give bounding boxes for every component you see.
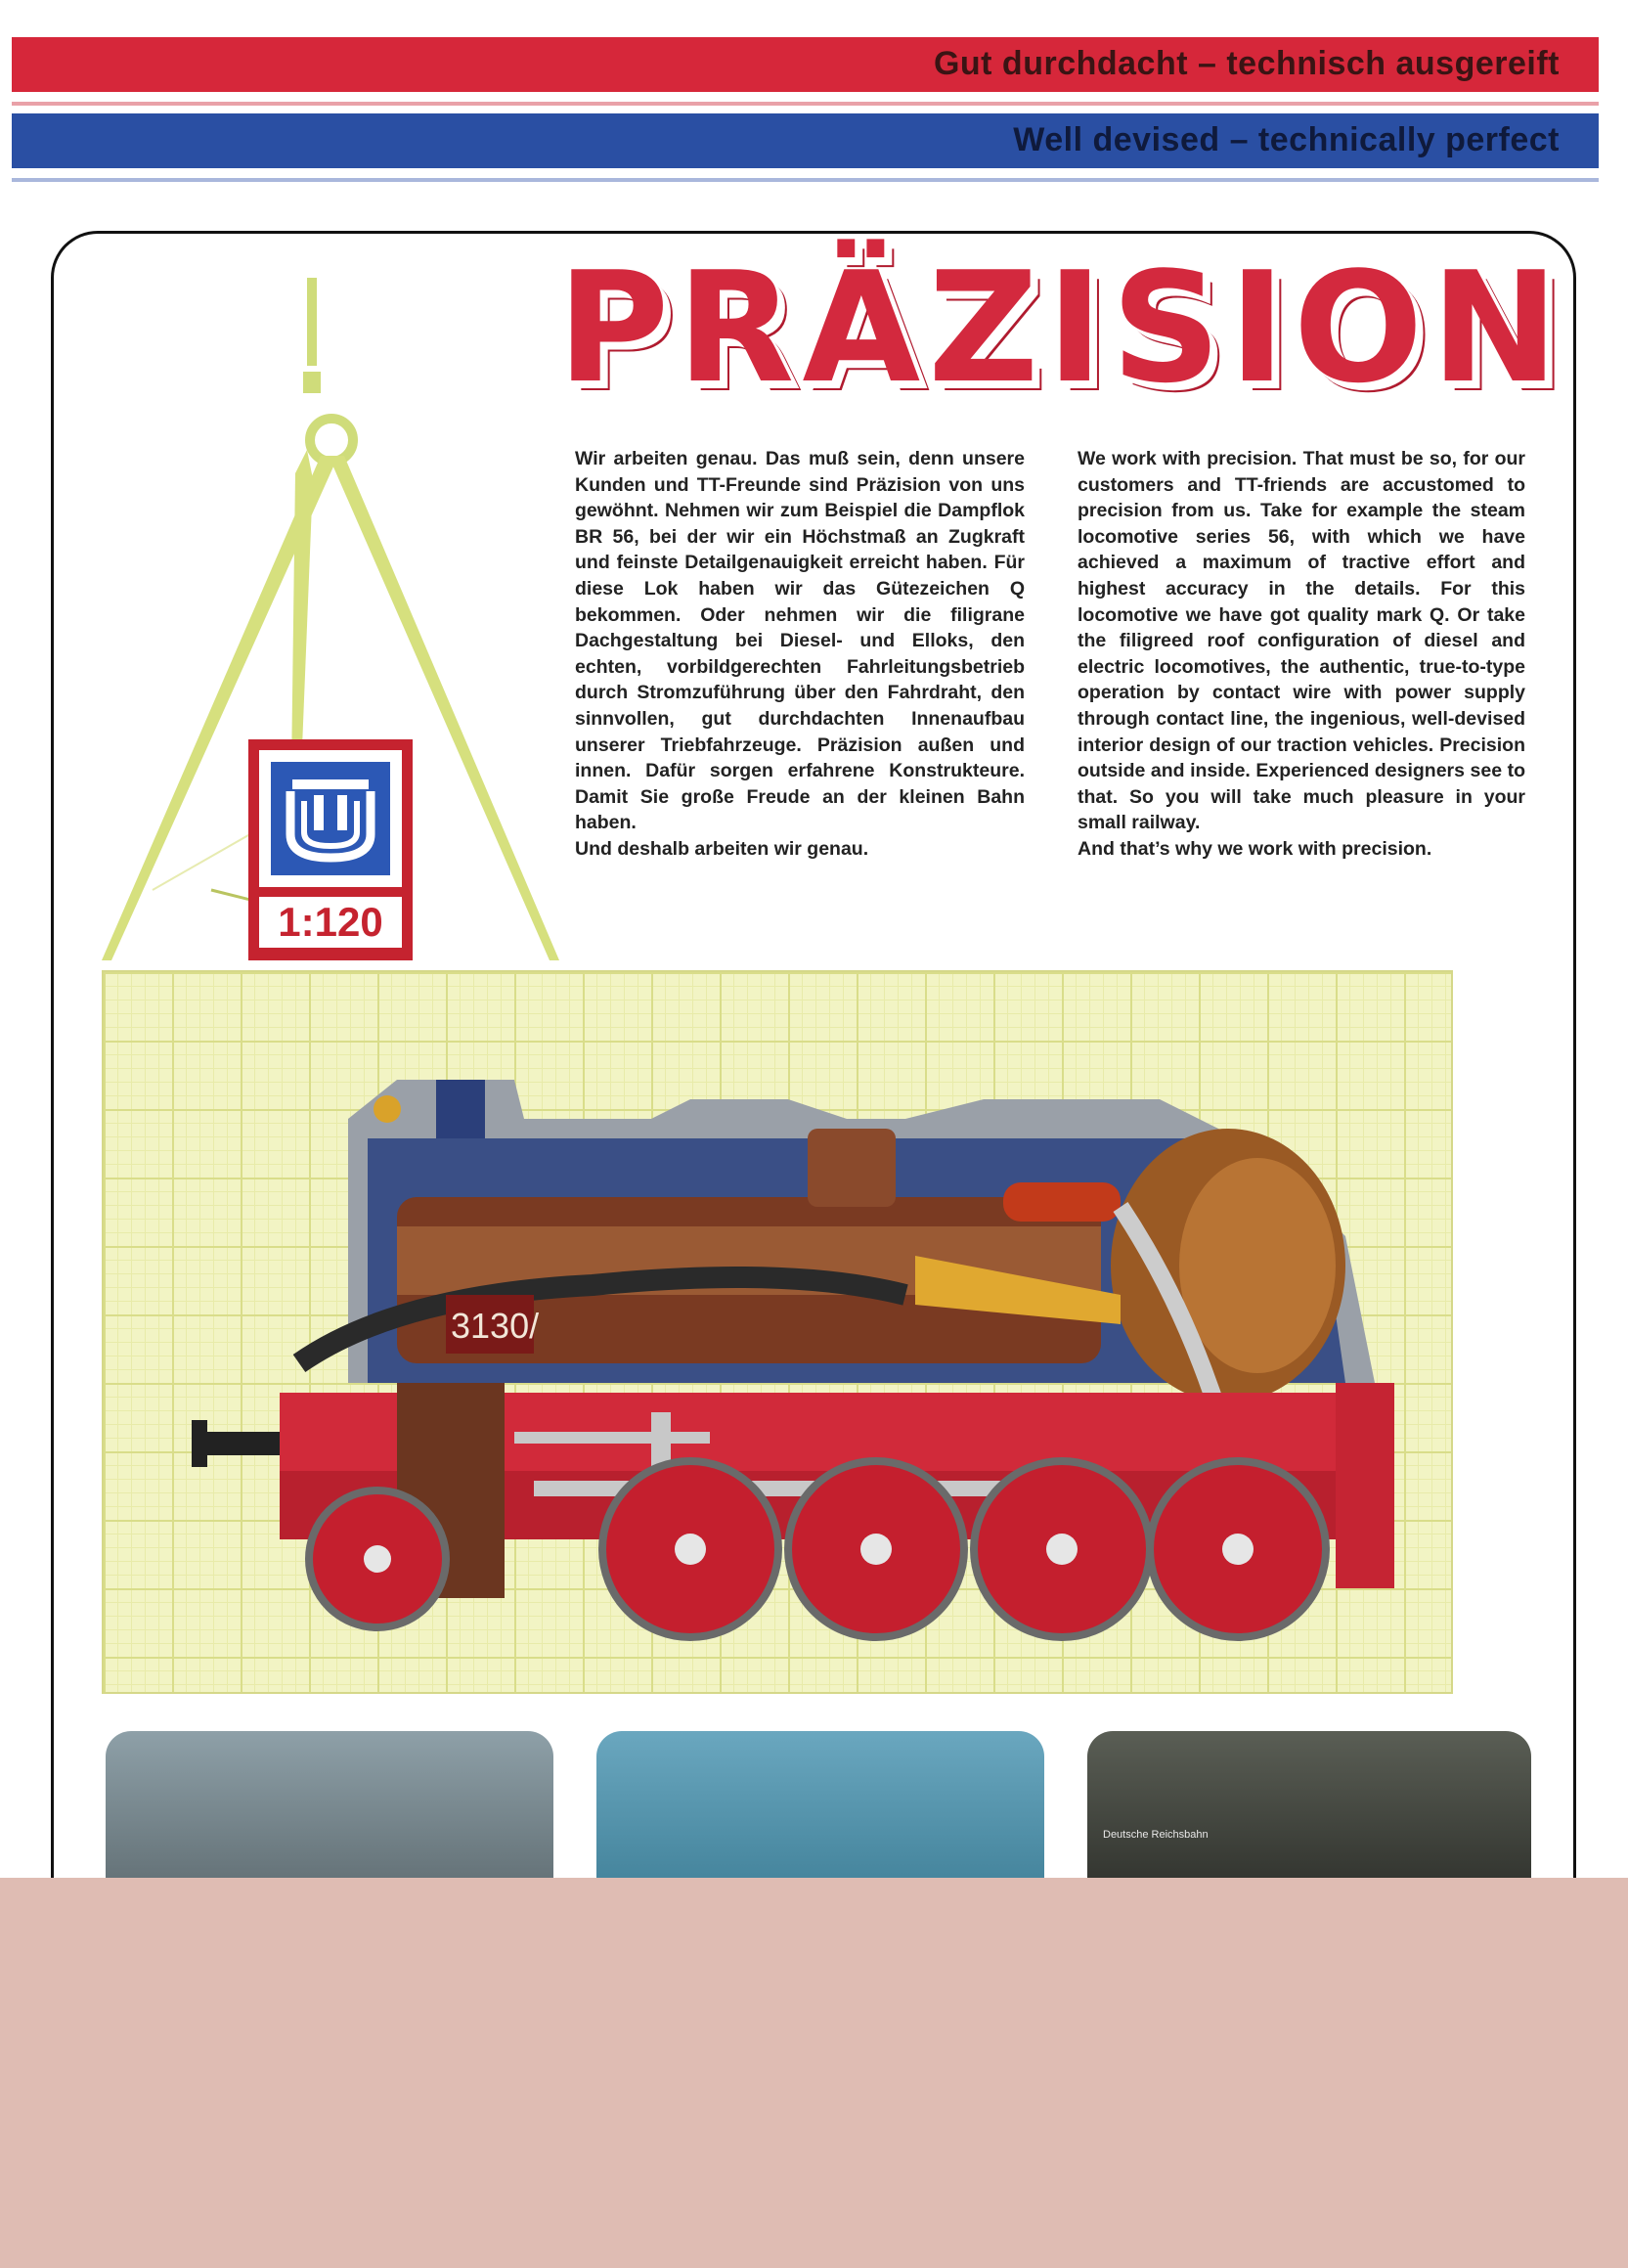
english-closing: And that’s why we work with precision. — [1078, 837, 1432, 860]
blue-rule — [12, 178, 1599, 182]
headline-prazision: PRÄZISION — [557, 239, 1566, 417]
german-closing: Und deshalb arbeiten wir genau. — [575, 837, 869, 860]
tt-logo — [248, 739, 413, 960]
blank-overlay — [0, 1878, 1628, 2268]
red-rule — [12, 102, 1599, 106]
logo-emblem — [259, 750, 402, 887]
german-tagline: Gut durchdacht – technisch ausgereift — [933, 45, 1560, 82]
german-text-column — [575, 446, 1025, 863]
german-paragraph: Wir arbeiten genau. Das muß sein, denn unsere Kunden und TT-Freunde sind Präzision von uns gewöhnt. Nehmen wir zum Beispiel die Dampflok BR 56, bei der wir ein Höchstmaß an Zugkraft und feinste Detailgenauigkeit erreicht haben. Für diese Lok haben wir das Gütezeichen Q bekommen. Oder nehmen wir die filigrane Dachgestaltung bei Diesel- und Elloks, den echten, vorbildgerechten Fahrleitungsbetrieb durch Stromzuführung über den Fahrdraht, den sinnvollen, gut durchdachten Innenaufbau unserer Triebfahrzeuge. Präzision außen und innen. Dafür sorgen erfahrene Konstrukteure. Damit Sie große Freude an der kleinen Bahn haben. — [575, 448, 1025, 834]
reichsbahn-label: Deutsche Reichsbahn — [1103, 1829, 1209, 1841]
english-text-column — [1078, 446, 1525, 863]
scale-label: 1:120 — [259, 897, 402, 948]
locomotive-icon — [104, 972, 1451, 1692]
english-paragraph: We work with precision. That must be so, for our customers and TT-friends are accustomed to precision from us. Take for example the steam locomotive series 56, with which we have achieved a maximum of tractive effort and highest accuracy in the details. For this locomotive we have got quality mark Q. Or take the filigreed roof configuration of diesel and electric locomotives, the authentic, true-to-type operation by contact wire with power supply through contact line, the ingenious, well-devised interior design of our traction vehicles. Precision outside and inside. Experienced designers see to that. So you will take much pleasure in your small railway. — [1078, 448, 1525, 834]
number-plate: 3130/ — [451, 1306, 540, 1346]
locomotive-cutaway — [102, 970, 1453, 1694]
english-tagline: Well devised – technically perfect — [1013, 121, 1560, 158]
header-band-red — [12, 37, 1599, 92]
header-band-blue — [12, 113, 1599, 168]
tt-emblem-icon — [271, 762, 390, 875]
